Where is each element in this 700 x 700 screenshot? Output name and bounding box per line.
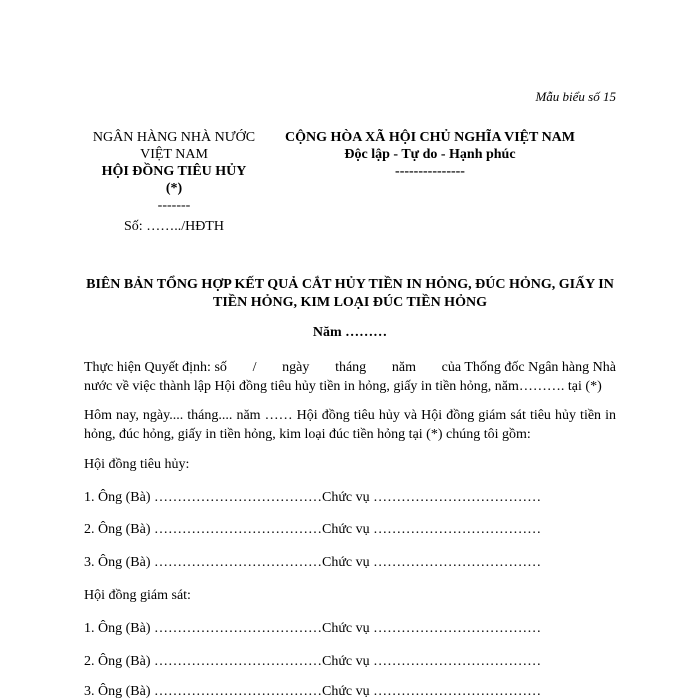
document-number: Số: ……../HĐTH — [124, 219, 224, 234]
council-destroy-member: 2. Ông (Bà) ………………………………Chức vụ ……………………………… — [84, 522, 542, 537]
paragraph-decision — [84, 358, 616, 396]
issuer-placeholder: (*) — [165, 181, 183, 196]
decision-word: ngày — [282, 360, 310, 375]
national-motto: Độc lập - Tự do - Hạnh phúc — [344, 147, 516, 162]
paragraph-decision-line-2: nước về việc thành lập Hội đồng tiêu hủy tiền in hỏng, giấy in tiền hỏng, năm………. tại (*) — [84, 379, 602, 394]
document-title: BIÊN BẢN TỔNG HỢP KẾT QUẢ CẮT HỦY TIỀN IN HỎNG, ĐÚC HỎNG, GIẤY IN TIỀN HỎNG, KIM LOẠI ĐÚC TIỀN HỎNG — [86, 277, 614, 310]
decision-word: tháng — [335, 360, 367, 375]
national-header — [280, 129, 580, 180]
issuer-line-1: NGÂN HÀNG NHÀ NƯỚC — [92, 130, 256, 145]
council-destroy-member: 1. Ông (Bà) ………………………………Chức vụ ……………………………… — [84, 490, 542, 505]
council-supervise-member: 3. Ông (Bà) ………………………………Chức vụ ……………………………… — [84, 684, 542, 699]
council-destroy-heading: Hội đồng tiêu hủy: — [84, 457, 190, 472]
council-destroy-member: 3. Ông (Bà) ………………………………Chức vụ ……………………………… — [84, 555, 542, 570]
decision-word: / — [252, 360, 257, 375]
council-supervise-heading: Hội đồng giám sát: — [84, 588, 191, 603]
national-title: CỘNG HÒA XÃ HỘI CHỦ NGHĨA VIỆT NAM — [284, 130, 575, 145]
paragraph-decision-line-1 — [84, 358, 616, 377]
decision-word: của Thống đốc Ngân hàng Nhà — [441, 360, 616, 375]
issuer-council: HỘI ĐỒNG TIÊU HỦY — [101, 164, 247, 179]
issuer-divider: ------- — [157, 198, 191, 213]
year-line: Năm ……… — [312, 325, 388, 340]
council-supervise-member: 1. Ông (Bà) ………………………………Chức vụ ……………………………… — [84, 621, 542, 636]
issuer-line-2: VIỆT NAM — [140, 147, 208, 162]
decision-word: Thực hiện Quyết định: số — [84, 360, 227, 375]
national-divider: --------------- — [395, 164, 465, 179]
decision-word: năm — [391, 360, 416, 375]
paragraph-attendance: Hôm nay, ngày.... tháng.... năm …… Hội đồng tiêu hủy và Hội đồng giám sát tiêu hủy tiền in hỏng, đúc hỏng, giấy in tiền hỏng, kim loại đúc tiền hỏng tại (*) chúng tôi gồm: — [84, 408, 616, 442]
issuer-header — [84, 129, 264, 214]
council-supervise-member: 2. Ông (Bà) ………………………………Chức vụ ……………………………… — [84, 654, 542, 669]
form-number: Mẫu biểu số 15 — [535, 89, 616, 104]
